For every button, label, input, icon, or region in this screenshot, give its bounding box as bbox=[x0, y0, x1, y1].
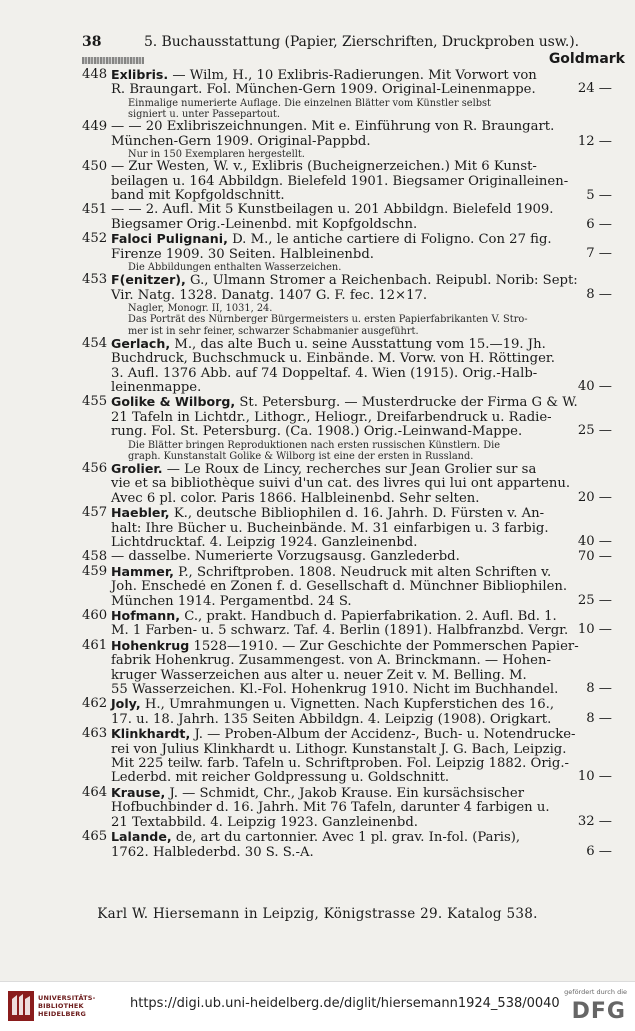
entry-author: Joly, bbox=[111, 697, 141, 712]
entry-line bbox=[82, 83, 612, 97]
entry-author: Gerlach, bbox=[111, 336, 171, 351]
entry-number: 454 bbox=[82, 335, 108, 351]
entry-text: beilagen u. 164 Abbildgn. Bielefeld 1901. Biegsamer Originalleinen- bbox=[111, 174, 569, 189]
entry-text: Buchdruck, Buchschmuck u. Einbände. M. Vorw. von H. Röttinger. bbox=[111, 352, 555, 367]
entry-text: M., das alte Buch u. seine Ausstattung vom 15.—19. Jh. bbox=[174, 336, 546, 352]
entry-price: 25 — bbox=[577, 423, 612, 439]
entry-line bbox=[82, 786, 612, 801]
price-column-label: Goldmark bbox=[548, 51, 625, 67]
entry-text: D. M., le antiche cartiere di Foligno. Con 27 fig. bbox=[232, 232, 552, 248]
entry-line bbox=[82, 425, 612, 439]
entry-line bbox=[82, 697, 612, 712]
entry-price: 7 — bbox=[586, 245, 612, 261]
catalog-entry bbox=[82, 565, 612, 609]
entry-price: 5 — bbox=[586, 188, 612, 204]
entry-line bbox=[82, 218, 612, 232]
entry-number: 452 bbox=[82, 231, 108, 247]
entry-line bbox=[82, 771, 612, 785]
entry-text: de, art du cartonnier. Avec 1 pl. grav. In-fol. (Paris), bbox=[175, 830, 521, 846]
entry-line bbox=[82, 273, 612, 288]
library-name: UNIVERSITÄTS- BIBLIOTHEK HEIDELBERG bbox=[38, 994, 96, 1018]
entry-number: 464 bbox=[82, 784, 108, 800]
entry-text: R. Braungart. Fol. München-Gern 1909. Original-Leinenmappe. bbox=[111, 83, 536, 98]
entry-note: mer ist in sehr feiner, schwarzer Schabmanier ausgeführt. bbox=[128, 325, 419, 337]
entry-text: Lederbd. mit reicher Goldpressung u. Goldschnitt. bbox=[111, 771, 450, 786]
catalog-entry bbox=[82, 395, 612, 462]
entry-text: St. Petersburg. — Musterdrucke der Firma G & W. bbox=[239, 395, 578, 411]
entry-text: M. 1 Farben- u. 5 schwarz. Taf. 4. Berlin (1891). Halbfranzbd. Vergr. bbox=[111, 624, 569, 639]
entry-note: Die Abbildungen enthalten Wasserzeichen. bbox=[128, 262, 342, 274]
entry-line bbox=[82, 175, 612, 189]
entry-line bbox=[82, 232, 612, 247]
entry-line bbox=[82, 506, 612, 521]
entry-text: 1528—1910. — Zur Geschichte der Pommerschen Papier- bbox=[193, 638, 579, 654]
permalink-url[interactable]: https://digi.ub.uni-heidelberg.de/diglit/hiersemann1924_538/0040 bbox=[130, 996, 560, 1011]
entry-price: 12 — bbox=[577, 133, 612, 149]
entry-text: 17. u. 18. Jahrh. 135 Seiten Abbildgn. 4. Leipzig (1908). Origkart. bbox=[111, 712, 552, 727]
section-title: 5. Buchausstattung (Papier, Zierschriften, Druckproben usw.). bbox=[144, 34, 579, 50]
entry-text: — — 2. Aufl. Mit 5 Kunstbeilagen u. 201 Abbildgn. Bielefeld 1909. bbox=[111, 203, 554, 218]
entry-text: H., Umrahmungen u. Vignetten. Nach Kupferstichen des 16., bbox=[144, 697, 555, 713]
entry-author: Exlibris. bbox=[111, 68, 169, 82]
catalog-entry bbox=[82, 550, 612, 564]
catalog-entry bbox=[82, 68, 612, 120]
entry-line bbox=[82, 135, 612, 149]
catalog-entry bbox=[82, 506, 612, 550]
entry-line bbox=[82, 624, 612, 638]
entry-text: 55 Wasserzeichen. Kl.-Fol. Hohenkrug 1910. Nicht im Buchhandel. bbox=[111, 683, 559, 698]
entry-text: leinenmappe. bbox=[111, 380, 202, 395]
entry-line bbox=[82, 592, 612, 609]
catalog-entry bbox=[82, 830, 612, 860]
entry-author: Krause, bbox=[111, 785, 166, 800]
entry-line bbox=[82, 639, 612, 654]
entry-line bbox=[82, 286, 612, 303]
entry-text: P., Schriftproben. 1808. Neudruck mit alten Schriften v. bbox=[178, 564, 552, 580]
entry-note: Einmalige numerierte Auflage. Die einzelnen Blätter vom Künstler selbst bbox=[128, 97, 491, 109]
entry-line bbox=[82, 669, 612, 683]
entry-line bbox=[82, 813, 612, 830]
entry-number: 461 bbox=[82, 637, 108, 653]
entry-number: 448 bbox=[82, 67, 108, 82]
entry-line bbox=[82, 522, 612, 536]
entry-note: signiert u. unter Passepartout. bbox=[128, 109, 280, 121]
entry-text: — Zur Westen, W. v., Exlibris (Bucheignerzeichen.) Mit 6 Kunst- bbox=[111, 160, 537, 175]
entry-text: München 1914. Pergamentbd. 24 S. bbox=[111, 594, 352, 609]
entry-text: 1762. Halblederbd. 30 S. S.-A. bbox=[111, 845, 314, 860]
entry-price: 25 — bbox=[577, 592, 612, 608]
entry-text: Biegsamer Orig.-Leinenbd. mit Kopfgoldschn. bbox=[111, 217, 418, 232]
entry-line bbox=[82, 743, 612, 757]
entry-number: 453 bbox=[82, 272, 108, 288]
entry-text: J. — Proben-Album der Accidenz-, Buch- u. Notendrucke- bbox=[194, 727, 576, 743]
entry-price: 20 — bbox=[577, 489, 612, 505]
entry-line bbox=[82, 843, 612, 860]
print-smudge bbox=[82, 57, 144, 64]
entry-author: Lalande, bbox=[111, 830, 172, 845]
entry-line bbox=[82, 477, 612, 491]
entry-line bbox=[82, 757, 612, 771]
entry-line bbox=[82, 830, 612, 845]
entry-line bbox=[82, 489, 612, 506]
entry-line bbox=[82, 337, 612, 352]
entry-line bbox=[82, 462, 612, 477]
entry-text: 21 Textabbild. 4. Leipzig 1923. Ganzleinenbd. bbox=[111, 815, 418, 830]
entry-line bbox=[82, 710, 612, 727]
catalog-entry bbox=[82, 697, 612, 727]
entry-text: — Le Roux de Lincy, recherches sur Jean Grolier sur sa bbox=[166, 461, 537, 477]
entry-text: rei von Julius Klinkhardt u. Lithogr. Kunstanstalt J. G. Bach, Leipzig. bbox=[111, 742, 567, 757]
catalog-entry bbox=[82, 273, 612, 336]
entry-text: vie et sa bibliothèque suivi d'un cat. des livres qui lui ont appartenu. bbox=[111, 477, 571, 492]
entry-text: Mit 225 teilw. farb. Tafeln u. Schriftproben. Fol. Leipzig 1882. Orig.- bbox=[111, 757, 569, 772]
viewer-bar bbox=[0, 981, 635, 1031]
entry-note: Die Blätter bringen Reproduktionen nach ersten russischen Künstlern. Die bbox=[128, 439, 501, 451]
entry-note: Nagler, Monogr. II, 1031, 24. bbox=[128, 303, 273, 315]
entry-author: Golike & Wilborg, bbox=[111, 395, 236, 410]
entry-line bbox=[82, 245, 612, 262]
entry-text: 21 Tafeln in Lichtdr., Lithogr., Heliogr., Dreifarbendruck u. Radie- bbox=[111, 410, 552, 425]
page-header bbox=[82, 33, 625, 51]
entry-text: — Wilm, H., 10 Exlibris-Radierungen. Mit Vorwort von bbox=[172, 68, 537, 83]
catalog-entry bbox=[82, 160, 612, 203]
entry-text: Vir. Natg. 1328. Danatg. 1407 G. F. fec. 12×17. bbox=[111, 288, 428, 303]
entry-note: Das Porträt des Nürnberger Bürgermeisters u. ersten Papierfabrikanten V. Stro- bbox=[128, 314, 528, 326]
entry-number: 465 bbox=[82, 829, 108, 845]
entry-author: Faloci Pulignani, bbox=[111, 232, 228, 247]
entry-author: Hammer, bbox=[111, 564, 174, 579]
entry-line bbox=[82, 550, 612, 564]
entry-text: rung. Fol. St. Petersburg. (Ca. 1908.) Orig.-Leinwand-Mappe. bbox=[111, 425, 523, 440]
entry-text: K., deutsche Bibliophilen d. 16. Jahrh. D. Fürsten v. An- bbox=[173, 506, 545, 522]
entry-number: 450 bbox=[82, 159, 108, 175]
entry-price: 32 — bbox=[577, 813, 612, 829]
entry-text: Joh. Enschedé en Zonen f. d. Gesellschaft d. Münchner Bibliophilen. bbox=[111, 580, 568, 595]
entry-text: halt: Ihre Bücher u. Bucheinbände. M. 31 einfarbigen u. 3 farbig. bbox=[111, 521, 549, 536]
entry-number: 459 bbox=[82, 563, 108, 579]
entry-price: 8 — bbox=[586, 286, 612, 302]
entry-author: F(enitzer), bbox=[111, 273, 186, 288]
entry-line bbox=[82, 160, 612, 174]
entry-line bbox=[82, 395, 612, 410]
entry-line bbox=[82, 411, 612, 425]
entry-author: Hohenkrug bbox=[111, 638, 190, 653]
entry-author: Grolier. bbox=[111, 461, 163, 476]
entry-number: 458 bbox=[82, 549, 108, 565]
catalog-entry bbox=[82, 120, 612, 160]
catalog-entry bbox=[82, 609, 612, 639]
entry-text: — dasselbe. Numerierte Vorzugsausg. Ganzlederbd. bbox=[111, 550, 460, 565]
entry-number: 451 bbox=[82, 202, 108, 218]
university-library-logo-icon bbox=[8, 991, 34, 1021]
catalog-entry bbox=[82, 232, 612, 273]
entry-line bbox=[82, 683, 612, 697]
entry-line bbox=[82, 68, 612, 83]
catalog-entry bbox=[82, 462, 612, 506]
entry-number: 455 bbox=[82, 394, 108, 410]
entry-line bbox=[82, 367, 612, 381]
entry-price: 6 — bbox=[586, 843, 612, 859]
entry-number: 456 bbox=[82, 460, 108, 476]
entry-text: fabrik Hohenkrug. Zusammengest. von A. Brinckmann. — Hohen- bbox=[111, 654, 551, 669]
entry-line bbox=[82, 120, 612, 134]
catalog-entry bbox=[82, 639, 612, 698]
catalog-entry bbox=[82, 727, 612, 786]
entry-text: Firenze 1909. 30 Seiten. Halbleinenbd. bbox=[111, 247, 374, 262]
entry-line bbox=[82, 203, 612, 217]
entry-line bbox=[82, 727, 612, 742]
catalog-entry bbox=[82, 203, 612, 232]
entry-text: band mit Kopfgoldschnitt. bbox=[111, 189, 285, 204]
entry-text: München-Gern 1909. Original-Pappbd. bbox=[111, 134, 371, 149]
entry-line bbox=[82, 533, 612, 550]
entry-number: 449 bbox=[82, 119, 108, 135]
entry-line bbox=[82, 352, 612, 366]
catalog-entry bbox=[82, 337, 612, 396]
entry-text: — — 20 Exlibriszeichnungen. Mit e. Einführung von R. Braungart. bbox=[111, 120, 555, 135]
entry-text: Avec 6 pl. color. Paris 1866. Halbleinenbd. Sehr selten. bbox=[111, 491, 480, 506]
entry-author: Klinkhardt, bbox=[111, 727, 191, 742]
entry-price: 6 — bbox=[586, 216, 612, 232]
entry-author: Haebler, bbox=[111, 506, 170, 521]
dfg-logo: DFG bbox=[571, 999, 626, 1024]
entry-text: 3. Aufl. 1376 Abb. auf 74 Doppeltaf. 4. Wien (1915). Orig.-Halb- bbox=[111, 366, 538, 381]
catalog-entry bbox=[82, 786, 612, 830]
entry-line bbox=[82, 378, 612, 395]
entry-list bbox=[82, 68, 612, 860]
column-header-row bbox=[82, 52, 625, 68]
entry-text: J. — Schmidt, Chr., Jakob Krause. Ein kursächsischer bbox=[169, 785, 525, 801]
entry-price: 40 — bbox=[577, 533, 612, 549]
entry-line bbox=[82, 609, 612, 624]
entry-note: Nur in 150 Exemplaren hergestellt. bbox=[128, 149, 305, 161]
entry-number: 457 bbox=[82, 505, 108, 521]
page-number: 38 bbox=[82, 34, 102, 50]
entry-line bbox=[82, 654, 612, 668]
entry-line bbox=[82, 565, 612, 580]
entry-price: 8 — bbox=[586, 710, 612, 726]
entry-price: 10 — bbox=[577, 769, 612, 785]
entry-number: 463 bbox=[82, 726, 108, 742]
entry-text: G., Ulmann Stromer a Reichenbach. Reipubl. Norib: Sept: bbox=[190, 273, 578, 289]
entry-price: 24 — bbox=[577, 81, 612, 97]
entry-price: 10 — bbox=[577, 622, 612, 638]
funded-by-label: gefördert durch die bbox=[564, 988, 627, 996]
entry-note: graph. Kunstanstalt Golike & Wilborg ist eine der ersten in Russland. bbox=[128, 450, 474, 462]
entry-number: 462 bbox=[82, 696, 108, 712]
entry-price: 70 — bbox=[577, 549, 612, 565]
entry-price: 8 — bbox=[586, 681, 612, 697]
entry-line bbox=[82, 580, 612, 594]
catalog-footer: Karl W. Hiersemann in Leipzig, Königstrasse 29. Katalog 538. bbox=[97, 906, 538, 922]
entry-text: kruger Wasserzeichen aus alter u. neuer Zeit v. M. Belling. M. bbox=[111, 668, 527, 683]
entry-text: C., prakt. Handbuch d. Papierfabrikation. 2. Aufl. Bd. 1. bbox=[184, 609, 557, 625]
entry-text: Lichtdrucktaf. 4. Leipzig 1924. Ganzleinenbd. bbox=[111, 535, 418, 550]
entry-number: 460 bbox=[82, 608, 108, 624]
entry-text: Hofbuchbinder d. 16. Jahrh. Mit 76 Tafeln, darunter 4 farbigen u. bbox=[111, 801, 550, 816]
entry-line bbox=[82, 189, 612, 203]
entry-price: 40 — bbox=[577, 378, 612, 394]
entry-line bbox=[82, 801, 612, 815]
entry-author: Hofmann, bbox=[111, 609, 181, 624]
